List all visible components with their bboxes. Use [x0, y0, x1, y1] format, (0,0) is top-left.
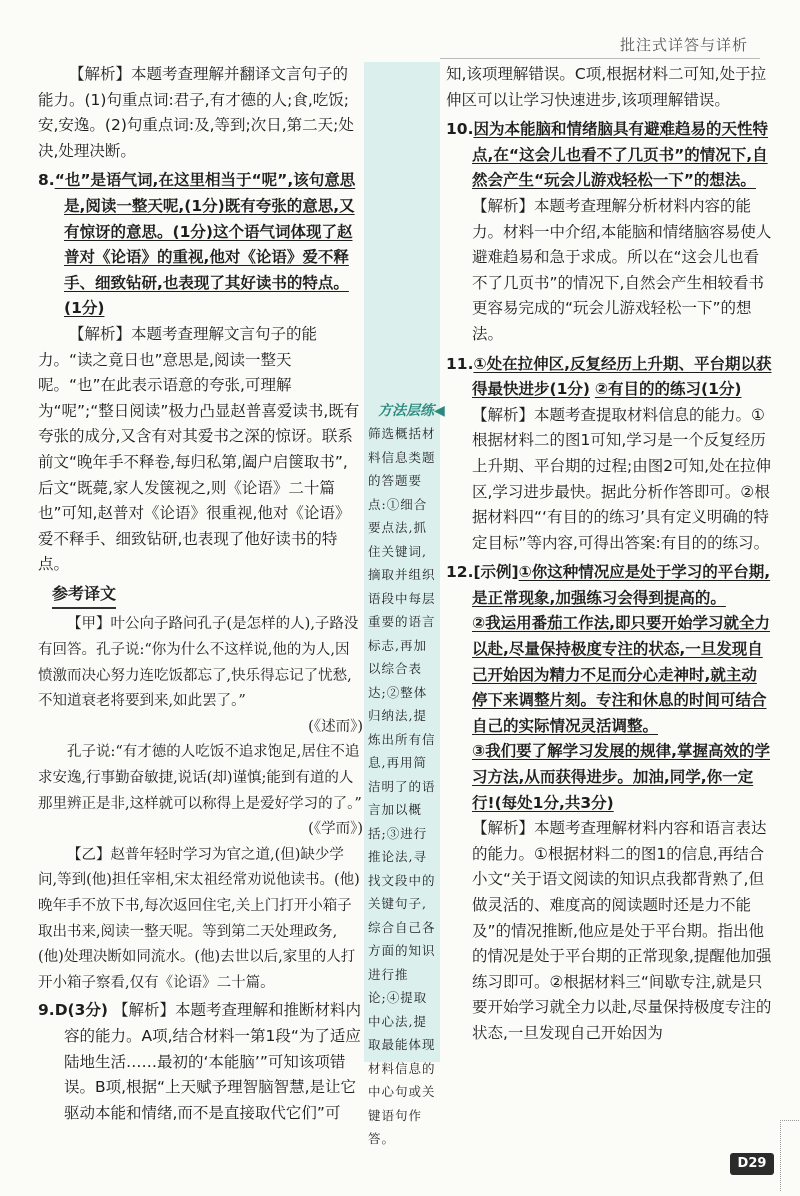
q11-number: 11. [446, 354, 474, 373]
translation-title: 参考译文 [52, 581, 116, 610]
q11-analysis: 【解析】本题考查提取材料信息的能力。①根据材料二的图1可知,学习是一个反复经历上升期、平台期的过程;由图2可知,处在拉伸区,学习进步最快。据此分析作答即可。②根据材料四“‘有目的的练习’具有定义明确的特定目标”等内容,可得出答案:有目的的练习。 [472, 405, 772, 552]
left-column [38, 62, 363, 1126]
method-text: 筛选概括材料信息类题的答题要点:①细合要点法,抓住关键词,摘取并组织语段中每层重要的语言标志,再加以综合表达;②整体归纳法,提炼出所有信息,再用简洁明了的语言加以概括;③进行推论法,寻找文段中的关键句子,综合自己各方面的知识进行推论;④提取中心法,提取最能体现材料信息的中心句或关键语句作答。 [368, 426, 436, 1146]
q8-answer: “也”是语气词,在这里相当于“呢”,该句意思是,阅读一整天呢,(1分)既有夸张的意思,又有惊讶的意思。(1分)这个语气词体现了赵普对《论语》的重视,他对《论语》爱不释手、细致钻研,也表现了其好读书的特点。(1分) [54, 171, 356, 318]
q8-block [38, 168, 363, 322]
running-header: 批注式详答与详析 [619, 36, 748, 54]
q9-continued: 知,该项理解错误。C项,根据材料二可知,处于拉伸区可以让学习快速进步,该项理解错误。 [446, 65, 767, 109]
q11-block [446, 352, 772, 403]
q11-answer-b: ②有目的的练习(1分) [594, 380, 742, 399]
q10-number: 10. [446, 120, 474, 139]
right-column [446, 62, 772, 1047]
q9-block [38, 998, 363, 1126]
q12-answer-a: ①你这种情况应是处于学习的平台期,是正常现象,加强练习会得到提高的。 [472, 563, 771, 607]
q12-block [446, 560, 772, 611]
method-label: 方法层练◀ [378, 403, 445, 419]
q12-answer-c: ③我们要了解学习发展的规律,掌握高效的学习方法,从而获得进步。加油,同学,你一定行!(每处1分,共3分) [472, 742, 771, 812]
trans-jia: 【甲】叶公向子路问孔子(是怎样的人),子路没有回答。孔子说:“你为什么不这样说,他的为人,因愤激而决心努力连吃饭都忘了,快乐得忘记了忧愁,不知道衰老将要到来,如此罢了。” [38, 616, 359, 710]
q9-analysis: 【解析】本题考查理解和推断材料内容的能力。A项,结合材料一第1段“为了适应陆地生活……最初的‘本能脑’”可知该项错误。B项,根据“上天赋予理智脑智慧,是让它驱动本能和情绪,而不是直接取代它们”可 [64, 1001, 361, 1122]
trans-jia-source: (《述而》) [308, 718, 363, 735]
header-divider [440, 58, 760, 59]
trans-jia2-source: (《学而》) [308, 821, 363, 838]
q10-block [446, 117, 772, 194]
q10-answer: 因为本能脑和情绪脑具有避难趋易的天性特点,在“这会儿也看不了几页书”的情况下,自然会产生“玩会儿游戏轻松一下”的想法。 [472, 120, 768, 190]
trans-jia2: 孔子说:“有才德的人吃饭不追求饱足,居住不追求安逸,行事勤奋敏捷,说话(却)谨慎;能到有道的人那里辨正是非,这样就可以称得上是爱好学习的了。” [38, 744, 362, 812]
q9-answer: D(3分) [54, 1001, 109, 1020]
translation-block [38, 612, 363, 996]
q12-analysis: 【解析】本题考查理解材料内容和语言表达的能力。①根据材料二的图1的信息,再结合小文“关于语文阅读的知识点我都背熟了,但做灵活的、难度高的阅读题时还是力不能及”的情况推断,他应是处于平台期。指出他的情况是处于平台期的正常现象,提醒他加强练习即可。②根据材料三“间歇专注,就是只要开始学习就全力以赴,尽量保持极度专注的状态,一旦发现自己开始因为 [472, 819, 772, 1042]
q7-analysis: 【解析】本题考查理解并翻译文言句子的能力。(1)句重点词:君子,有才德的人;食,吃饭;安,安逸。(2)句重点词:及,等到;次日,第二天;处决,处理决断。 [38, 65, 354, 160]
page-number: D29 [730, 1153, 774, 1175]
q12-number: 12. [446, 563, 474, 582]
q10-analysis: 【解析】本题考查理解分析材料内容的能力。材料一中介绍,本能脑和情绪脑容易使人避难趋易和急于求成。所以在“这会儿也看不了几页书”的情况下,自然会产生相较看书更容易完成的“玩会儿游戏轻松一下”的想法。 [472, 196, 772, 343]
q9-number: 9. [38, 1001, 55, 1020]
q11-answer-a: ①处在拉伸区,反复经历上升期、平台期以获得最快进步(1分) [472, 354, 772, 399]
trans-yi: 【乙】赵普年轻时学习为官之道,(但)缺少学问,等到(他)担任宰相,宋太祖经常劝说他读书。(他)晚年手不放下书,每次返回住宅,关上门打开小箱子取出书来,阅读一整天呢。等到第二天处理政务,(他)处理决断如同流水。(他)去世以后,家里的人打开小箱子察看,仅有《论语》二十篇。 [38, 846, 360, 991]
page-corner-mark [780, 1120, 799, 1191]
q12-tag: [示例] [473, 563, 519, 582]
q12-answer-b: ②我运用番茄工作法,即只要开始学习就全力以赴,尽量保持极度专注的状态,一旦发现自己开始因为精力不足而分心走神时,就主动停下来调整片刻。专注和休息的时间可结合自己的实际情况灵活调整。 [472, 614, 771, 735]
q8-number: 8. [38, 171, 55, 190]
q8-analysis: 【解析】本题考查理解文言句子的能力。“读之竟日也”意思是,阅读一整天呢。“也”在此表示语意的夸张,可理解为“呢”;“整日阅读”极力凸显赵普喜爱读书,既有夸张的成分,又含有对其爱书之深的惊讶。联系前文“晚年手不释卷,每归私第,阖户启箧取书”,后文“既薨,家人发箧视之,则《论语》二十篇也”可知,赵普对《论语》很重视,他对《论语》爱不释手、细致钻研,也表现了他好读书的特点。 [38, 324, 360, 574]
